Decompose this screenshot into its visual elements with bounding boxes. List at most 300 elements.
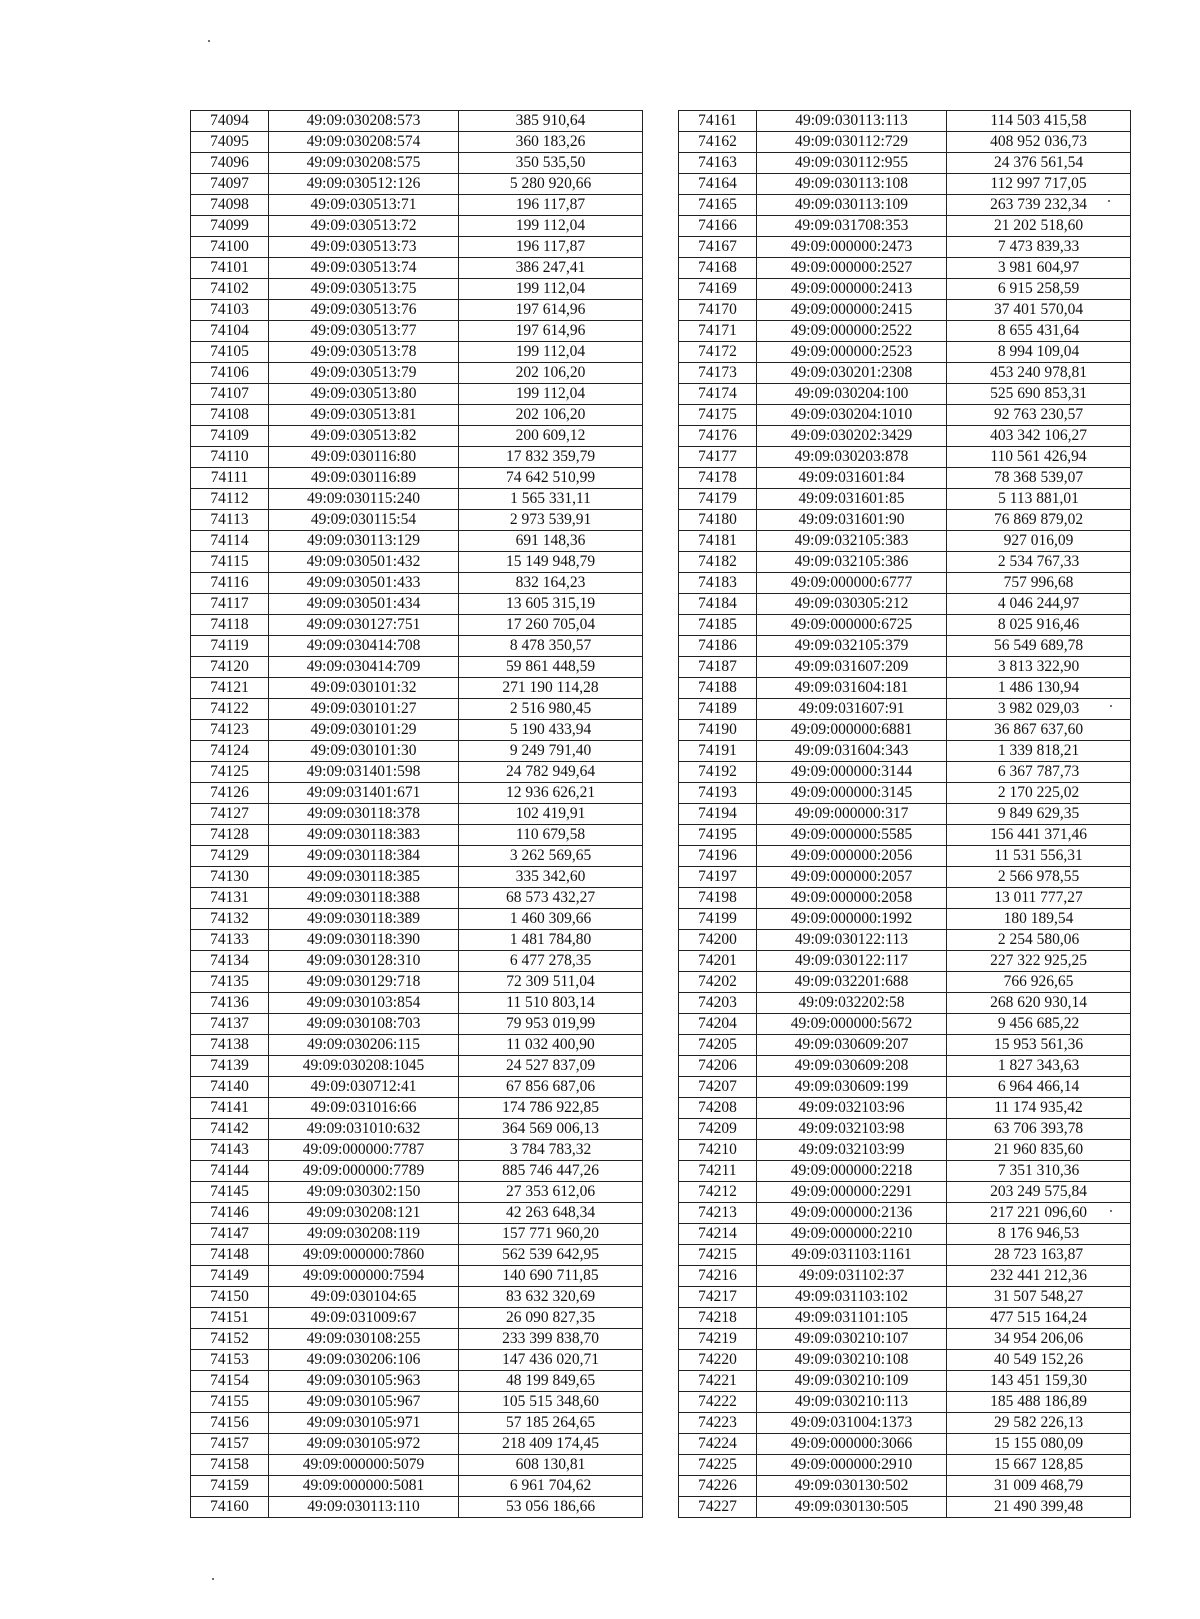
table-row <box>191 762 643 783</box>
cadastral-value-cell: 271 190 114,28 <box>459 678 643 699</box>
row-number-cell: 74168 <box>679 258 757 279</box>
row-number-cell: 74105 <box>191 342 269 363</box>
row-number-cell: 74117 <box>191 594 269 615</box>
cadastral-value-cell: 197 614,96 <box>459 300 643 321</box>
table-row <box>679 237 1131 258</box>
row-number-cell: 74110 <box>191 447 269 468</box>
row-number-cell: 74225 <box>679 1455 757 1476</box>
cadastral-number-cell: 49:09:000000:2056 <box>757 846 947 867</box>
cadastral-value-cell: 453 240 978,81 <box>947 363 1131 384</box>
row-number-cell: 74121 <box>191 678 269 699</box>
cadastral-value-cell: 102 419,91 <box>459 804 643 825</box>
table-row <box>191 1035 643 1056</box>
cadastral-number-cell: 49:09:030112:729 <box>757 132 947 153</box>
cadastral-value-cell: 76 869 879,02 <box>947 510 1131 531</box>
cadastral-number-cell: 49:09:030513:76 <box>269 300 459 321</box>
cadastral-value-cell: 525 690 853,31 <box>947 384 1131 405</box>
cadastral-value-cell: 174 786 922,85 <box>459 1098 643 1119</box>
cadastral-number-cell: 49:09:030116:80 <box>269 447 459 468</box>
cadastral-value-cell: 3 982 029,03 <box>947 699 1131 720</box>
row-number-cell: 74185 <box>679 615 757 636</box>
table-row <box>679 321 1131 342</box>
cadastral-number-cell: 49:09:030513:73 <box>269 237 459 258</box>
cadastral-value-cell: 11 531 556,31 <box>947 846 1131 867</box>
cadastral-number-cell: 49:09:031607:209 <box>757 657 947 678</box>
cadastral-number-cell: 49:09:030501:434 <box>269 594 459 615</box>
row-number-cell: 74201 <box>679 951 757 972</box>
cadastral-value-cell: 17 832 359,79 <box>459 447 643 468</box>
cadastral-number-cell: 49:09:030105:971 <box>269 1413 459 1434</box>
cadastral-number-cell: 49:09:031604:181 <box>757 678 947 699</box>
table-row <box>679 1203 1131 1224</box>
cadastral-number-cell: 49:09:030129:718 <box>269 972 459 993</box>
cadastral-value-cell: 199 112,04 <box>459 216 643 237</box>
table-row <box>191 153 643 174</box>
cadastral-value-cell: 59 861 448,59 <box>459 657 643 678</box>
table-row <box>191 531 643 552</box>
cadastral-value-cell: 2 534 767,33 <box>947 552 1131 573</box>
table-row <box>679 174 1131 195</box>
table-row <box>679 636 1131 657</box>
cadastral-value-cell: 34 954 206,06 <box>947 1329 1131 1350</box>
cadastral-number-cell: 49:09:030210:113 <box>757 1392 947 1413</box>
cadastral-number-cell: 49:09:030122:117 <box>757 951 947 972</box>
row-number-cell: 74129 <box>191 846 269 867</box>
cadastral-value-cell: 92 763 230,57 <box>947 405 1131 426</box>
cadastral-value-cell: 7 473 839,33 <box>947 237 1131 258</box>
table-row <box>191 888 643 909</box>
cadastral-number-cell: 49:09:000000:2218 <box>757 1161 947 1182</box>
table-row <box>191 426 643 447</box>
cadastral-number-cell: 49:09:000000:2415 <box>757 300 947 321</box>
cadastral-value-cell: 114 503 415,58 <box>947 111 1131 132</box>
table-row <box>191 1056 643 1077</box>
row-number-cell: 74170 <box>679 300 757 321</box>
row-number-cell: 74164 <box>679 174 757 195</box>
cadastral-number-cell: 49:09:030116:89 <box>269 468 459 489</box>
row-number-cell: 74188 <box>679 678 757 699</box>
table-row <box>679 1014 1131 1035</box>
table-row <box>191 1245 643 1266</box>
cadastral-number-cell: 49:09:030101:27 <box>269 699 459 720</box>
table-row <box>679 1266 1131 1287</box>
cadastral-value-cell: 21 490 399,48 <box>947 1497 1131 1518</box>
row-number-cell: 74127 <box>191 804 269 825</box>
table-row <box>191 1224 643 1245</box>
cadastral-number-cell: 49:09:030130:505 <box>757 1497 947 1518</box>
cadastral-value-cell: 37 401 570,04 <box>947 300 1131 321</box>
cadastral-value-cell: 15 953 561,36 <box>947 1035 1131 1056</box>
table-row <box>191 657 643 678</box>
table-row <box>679 111 1131 132</box>
cadastral-number-cell: 49:09:030118:390 <box>269 930 459 951</box>
table-row <box>191 1476 643 1497</box>
row-number-cell: 74187 <box>679 657 757 678</box>
cadastral-number-cell: 49:09:030113:108 <box>757 174 947 195</box>
table-row <box>191 867 643 888</box>
cadastral-value-cell: 562 539 642,95 <box>459 1245 643 1266</box>
cadastral-number-cell: 49:09:000000:2523 <box>757 342 947 363</box>
cadastral-value-cell: 199 112,04 <box>459 342 643 363</box>
cadastral-value-cell: 15 155 080,09 <box>947 1434 1131 1455</box>
row-number-cell: 74118 <box>191 615 269 636</box>
cadastral-number-cell: 49:09:031101:105 <box>757 1308 947 1329</box>
row-number-cell: 74181 <box>679 531 757 552</box>
row-number-cell: 74173 <box>679 363 757 384</box>
cadastral-number-cell: 49:09:030513:82 <box>269 426 459 447</box>
cadastral-number-cell: 49:09:030513:79 <box>269 363 459 384</box>
row-number-cell: 74119 <box>191 636 269 657</box>
row-number-cell: 74106 <box>191 363 269 384</box>
cadastral-number-cell: 49:09:030115:54 <box>269 510 459 531</box>
cadastral-number-cell: 49:09:032103:99 <box>757 1140 947 1161</box>
cadastral-number-cell: 49:09:031103:1161 <box>757 1245 947 1266</box>
cadastral-number-cell: 49:09:030204:1010 <box>757 405 947 426</box>
cadastral-number-cell: 49:09:032103:96 <box>757 1098 947 1119</box>
table-row <box>191 1434 643 1455</box>
table-row <box>679 489 1131 510</box>
cadastral-number-cell: 49:09:030305:212 <box>757 594 947 615</box>
cadastral-value-cell: 6 964 466,14 <box>947 1077 1131 1098</box>
row-number-cell: 74158 <box>191 1455 269 1476</box>
row-number-cell: 74104 <box>191 321 269 342</box>
row-number-cell: 74141 <box>191 1098 269 1119</box>
table-row <box>191 384 643 405</box>
cadastral-value-cell: 29 582 226,13 <box>947 1413 1131 1434</box>
table-row <box>191 972 643 993</box>
cadastral-number-cell: 49:09:000000:5585 <box>757 825 947 846</box>
row-number-cell: 74172 <box>679 342 757 363</box>
cadastral-number-cell: 49:09:030513:75 <box>269 279 459 300</box>
cadastral-number-cell: 49:09:031103:102 <box>757 1287 947 1308</box>
row-number-cell: 74095 <box>191 132 269 153</box>
cadastral-number-cell: 49:09:000000:5079 <box>269 1455 459 1476</box>
cadastral-value-cell: 199 112,04 <box>459 279 643 300</box>
cadastral-value-cell: 17 260 705,04 <box>459 615 643 636</box>
cadastral-value-cell: 766 926,65 <box>947 972 1131 993</box>
table-row <box>191 300 643 321</box>
cadastral-number-cell: 49:09:030113:129 <box>269 531 459 552</box>
table-row <box>679 993 1131 1014</box>
cadastral-number-cell: 49:09:030414:708 <box>269 636 459 657</box>
row-number-cell: 74217 <box>679 1287 757 1308</box>
cadastral-table-right <box>678 110 1131 1518</box>
cadastral-value-cell: 200 609,12 <box>459 426 643 447</box>
row-number-cell: 74215 <box>679 1245 757 1266</box>
table-row <box>679 1056 1131 1077</box>
cadastral-number-cell: 49:09:030204:100 <box>757 384 947 405</box>
table-row <box>679 258 1131 279</box>
row-number-cell: 74094 <box>191 111 269 132</box>
cadastral-number-cell: 49:09:030105:963 <box>269 1371 459 1392</box>
row-number-cell: 74147 <box>191 1224 269 1245</box>
table-row <box>679 1476 1131 1497</box>
cadastral-value-cell: 28 723 163,87 <box>947 1245 1131 1266</box>
row-number-cell: 74120 <box>191 657 269 678</box>
table-row <box>679 615 1131 636</box>
cadastral-number-cell: 49:09:000000:1992 <box>757 909 947 930</box>
cadastral-value-cell: 1 827 343,63 <box>947 1056 1131 1077</box>
cadastral-number-cell: 49:09:030208:1045 <box>269 1056 459 1077</box>
row-number-cell: 74151 <box>191 1308 269 1329</box>
cadastral-value-cell: 24 782 949,64 <box>459 762 643 783</box>
table-row <box>679 1035 1131 1056</box>
row-number-cell: 74186 <box>679 636 757 657</box>
cadastral-value-cell: 15 149 948,79 <box>459 552 643 573</box>
row-number-cell: 74116 <box>191 573 269 594</box>
cadastral-value-cell: 15 667 128,85 <box>947 1455 1131 1476</box>
table-row <box>679 1140 1131 1161</box>
cadastral-value-cell: 21 202 518,60 <box>947 216 1131 237</box>
row-number-cell: 74189 <box>679 699 757 720</box>
cadastral-value-cell: 5 190 433,94 <box>459 720 643 741</box>
cadastral-number-cell: 49:09:030118:378 <box>269 804 459 825</box>
table-row <box>191 468 643 489</box>
cadastral-number-cell: 49:09:032105:383 <box>757 531 947 552</box>
table-row <box>679 1287 1131 1308</box>
cadastral-number-cell: 49:09:030118:389 <box>269 909 459 930</box>
cadastral-value-cell: 21 960 835,60 <box>947 1140 1131 1161</box>
table-row <box>679 468 1131 489</box>
table-row <box>679 783 1131 804</box>
cadastral-value-cell: 68 573 432,27 <box>459 888 643 909</box>
row-number-cell: 74209 <box>679 1119 757 1140</box>
table-row <box>191 846 643 867</box>
row-number-cell: 74176 <box>679 426 757 447</box>
row-number-cell: 74216 <box>679 1266 757 1287</box>
table-row <box>191 1140 643 1161</box>
row-number-cell: 74133 <box>191 930 269 951</box>
cadastral-number-cell: 49:09:031016:66 <box>269 1098 459 1119</box>
cadastral-number-cell: 49:09:030203:878 <box>757 447 947 468</box>
cadastral-value-cell: 364 569 006,13 <box>459 1119 643 1140</box>
cadastral-value-cell: 63 706 393,78 <box>947 1119 1131 1140</box>
cadastral-value-cell: 350 535,50 <box>459 153 643 174</box>
cadastral-number-cell: 49:09:030513:72 <box>269 216 459 237</box>
cadastral-number-cell: 49:09:031010:632 <box>269 1119 459 1140</box>
cadastral-number-cell: 49:09:031601:90 <box>757 510 947 531</box>
cadastral-value-cell: 143 451 159,30 <box>947 1371 1131 1392</box>
row-number-cell: 74102 <box>191 279 269 300</box>
cadastral-value-cell: 53 056 186,66 <box>459 1497 643 1518</box>
table-row <box>679 720 1131 741</box>
cadastral-value-cell: 203 249 575,84 <box>947 1182 1131 1203</box>
row-number-cell: 74146 <box>191 1203 269 1224</box>
row-number-cell: 74157 <box>191 1434 269 1455</box>
row-number-cell: 74191 <box>679 741 757 762</box>
cadastral-number-cell: 49:09:030113:109 <box>757 195 947 216</box>
cadastral-value-cell: 13 605 315,19 <box>459 594 643 615</box>
table-row <box>679 1455 1131 1476</box>
table-row <box>191 279 643 300</box>
table-row <box>679 657 1131 678</box>
cadastral-value-cell: 335 342,60 <box>459 867 643 888</box>
cadastral-number-cell: 49:09:031102:37 <box>757 1266 947 1287</box>
cadastral-number-cell: 49:09:030112:955 <box>757 153 947 174</box>
row-number-cell: 74156 <box>191 1413 269 1434</box>
cadastral-table-left <box>190 110 643 1518</box>
row-number-cell: 74113 <box>191 510 269 531</box>
cadastral-number-cell: 49:09:030206:115 <box>269 1035 459 1056</box>
table-row <box>191 825 643 846</box>
cadastral-value-cell: 5 113 881,01 <box>947 489 1131 510</box>
cadastral-value-cell: 1 486 130,94 <box>947 678 1131 699</box>
cadastral-value-cell: 232 441 212,36 <box>947 1266 1131 1287</box>
cadastral-number-cell: 49:09:000000:6725 <box>757 615 947 636</box>
row-number-cell: 74211 <box>679 1161 757 1182</box>
cadastral-number-cell: 49:09:000000:7860 <box>269 1245 459 1266</box>
row-number-cell: 74107 <box>191 384 269 405</box>
cadastral-value-cell: 233 399 838,70 <box>459 1329 643 1350</box>
table-row <box>679 846 1131 867</box>
row-number-cell: 74196 <box>679 846 757 867</box>
cadastral-value-cell: 477 515 164,24 <box>947 1308 1131 1329</box>
table-body <box>679 111 1131 1518</box>
row-number-cell: 74103 <box>191 300 269 321</box>
cadastral-number-cell: 49:09:030208:121 <box>269 1203 459 1224</box>
cadastral-number-cell: 49:09:030105:972 <box>269 1434 459 1455</box>
table-row <box>679 384 1131 405</box>
table-row <box>191 1119 643 1140</box>
cadastral-value-cell: 40 549 152,26 <box>947 1350 1131 1371</box>
cadastral-number-cell: 49:09:030104:65 <box>269 1287 459 1308</box>
cadastral-value-cell: 36 867 637,60 <box>947 720 1131 741</box>
table-row <box>679 1182 1131 1203</box>
table-row <box>679 510 1131 531</box>
cadastral-number-cell: 49:09:030101:30 <box>269 741 459 762</box>
cadastral-number-cell: 49:09:030208:119 <box>269 1224 459 1245</box>
row-number-cell: 74108 <box>191 405 269 426</box>
cadastral-number-cell: 49:09:030501:433 <box>269 573 459 594</box>
cadastral-number-cell: 49:09:030513:81 <box>269 405 459 426</box>
cadastral-value-cell: 196 117,87 <box>459 195 643 216</box>
table-row <box>191 804 643 825</box>
table-row <box>679 909 1131 930</box>
row-number-cell: 74204 <box>679 1014 757 1035</box>
cadastral-value-cell: 156 441 371,46 <box>947 825 1131 846</box>
table-row <box>191 594 643 615</box>
cadastral-value-cell: 2 566 978,55 <box>947 867 1131 888</box>
cadastral-number-cell: 49:09:030118:388 <box>269 888 459 909</box>
cadastral-value-cell: 140 690 711,85 <box>459 1266 643 1287</box>
row-number-cell: 74096 <box>191 153 269 174</box>
cadastral-value-cell: 11 174 935,42 <box>947 1098 1131 1119</box>
cadastral-value-cell: 11 510 803,14 <box>459 993 643 1014</box>
row-number-cell: 74140 <box>191 1077 269 1098</box>
table-row <box>679 951 1131 972</box>
table-row <box>191 1329 643 1350</box>
table-row <box>679 426 1131 447</box>
table-row <box>191 1455 643 1476</box>
cadastral-value-cell: 27 353 612,06 <box>459 1182 643 1203</box>
row-number-cell: 74206 <box>679 1056 757 1077</box>
table-row <box>679 1350 1131 1371</box>
cadastral-value-cell: 217 221 096,60 <box>947 1203 1131 1224</box>
row-number-cell: 74159 <box>191 1476 269 1497</box>
table-row <box>679 363 1131 384</box>
cadastral-number-cell: 49:09:031604:343 <box>757 741 947 762</box>
cadastral-value-cell: 3 981 604,97 <box>947 258 1131 279</box>
table-row <box>679 1329 1131 1350</box>
table-row <box>191 930 643 951</box>
table-row <box>679 195 1131 216</box>
table-row <box>679 1119 1131 1140</box>
cadastral-number-cell: 49:09:030130:502 <box>757 1476 947 1497</box>
cadastral-number-cell: 49:09:032201:688 <box>757 972 947 993</box>
table-row <box>679 300 1131 321</box>
row-number-cell: 74202 <box>679 972 757 993</box>
cadastral-number-cell: 49:09:000000:2473 <box>757 237 947 258</box>
cadastral-value-cell: 385 910,64 <box>459 111 643 132</box>
table-row <box>191 636 643 657</box>
table-row <box>679 342 1131 363</box>
cadastral-value-cell: 105 515 348,60 <box>459 1392 643 1413</box>
cadastral-number-cell: 49:09:030103:854 <box>269 993 459 1014</box>
cadastral-number-cell: 49:09:030210:108 <box>757 1350 947 1371</box>
table-row <box>191 951 643 972</box>
row-number-cell: 74160 <box>191 1497 269 1518</box>
row-number-cell: 74165 <box>679 195 757 216</box>
row-number-cell: 74115 <box>191 552 269 573</box>
row-number-cell: 74194 <box>679 804 757 825</box>
cadastral-value-cell: 67 856 687,06 <box>459 1077 643 1098</box>
cadastral-value-cell: 227 322 925,25 <box>947 951 1131 972</box>
row-number-cell: 74210 <box>679 1140 757 1161</box>
row-number-cell: 74143 <box>191 1140 269 1161</box>
table-row <box>191 237 643 258</box>
row-number-cell: 74162 <box>679 132 757 153</box>
cadastral-number-cell: 49:09:031009:67 <box>269 1308 459 1329</box>
cadastral-value-cell: 180 189,54 <box>947 909 1131 930</box>
table-row <box>679 531 1131 552</box>
row-number-cell: 74132 <box>191 909 269 930</box>
cadastral-number-cell: 49:09:030108:255 <box>269 1329 459 1350</box>
cadastral-number-cell: 49:09:030302:150 <box>269 1182 459 1203</box>
row-number-cell: 74130 <box>191 867 269 888</box>
row-number-cell: 74198 <box>679 888 757 909</box>
cadastral-value-cell: 24 376 561,54 <box>947 153 1131 174</box>
table-row <box>191 510 643 531</box>
table-row <box>191 342 643 363</box>
table-row <box>191 1392 643 1413</box>
table-row <box>191 1308 643 1329</box>
cadastral-value-cell: 360 183,26 <box>459 132 643 153</box>
row-number-cell: 74100 <box>191 237 269 258</box>
row-number-cell: 74197 <box>679 867 757 888</box>
cadastral-number-cell: 49:09:031607:91 <box>757 699 947 720</box>
row-number-cell: 74148 <box>191 1245 269 1266</box>
cadastral-number-cell: 49:09:030513:71 <box>269 195 459 216</box>
cadastral-number-cell: 49:09:000000:3145 <box>757 783 947 804</box>
table-row <box>679 132 1131 153</box>
row-number-cell: 74125 <box>191 762 269 783</box>
row-number-cell: 74184 <box>679 594 757 615</box>
table-row <box>679 699 1131 720</box>
row-number-cell: 74220 <box>679 1350 757 1371</box>
cadastral-value-cell: 42 263 648,34 <box>459 1203 643 1224</box>
cadastral-value-cell: 608 130,81 <box>459 1455 643 1476</box>
cadastral-value-cell: 31 009 468,79 <box>947 1476 1131 1497</box>
cadastral-value-cell: 1 565 331,11 <box>459 489 643 510</box>
row-number-cell: 74109 <box>191 426 269 447</box>
table-row <box>191 1161 643 1182</box>
cadastral-number-cell: 49:09:030113:110 <box>269 1497 459 1518</box>
row-number-cell: 74207 <box>679 1077 757 1098</box>
table-row <box>191 615 643 636</box>
cadastral-number-cell: 49:09:030501:432 <box>269 552 459 573</box>
row-number-cell: 74097 <box>191 174 269 195</box>
cadastral-number-cell: 49:09:000000:5081 <box>269 1476 459 1497</box>
